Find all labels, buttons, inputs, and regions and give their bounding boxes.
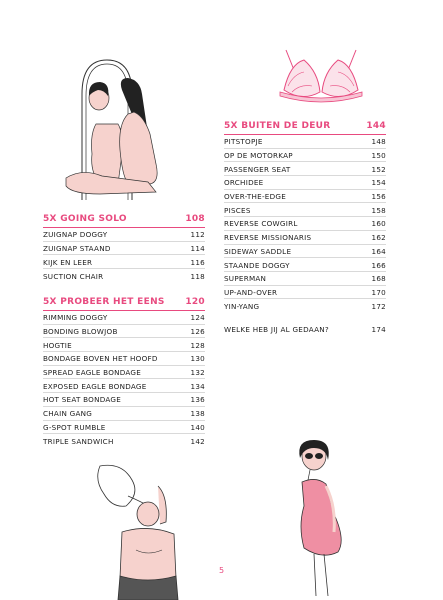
section-title: 5X PROBEER HET EENS: [43, 297, 165, 307]
entry-label: OP DE MOTORKAP: [224, 151, 293, 161]
entry-label: CHAIN GANG: [43, 409, 93, 419]
entry-page: 136: [190, 395, 205, 405]
entry-label: REVERSE COWGIRL: [224, 219, 298, 229]
entry-page: 166: [371, 260, 386, 270]
toc-entry[interactable]: [43, 366, 205, 380]
toc-entry[interactable]: [43, 311, 205, 325]
toc-entry[interactable]: [224, 272, 386, 286]
entry-page: 132: [190, 368, 205, 378]
section-page: 108: [185, 214, 205, 224]
entry-page: 114: [190, 244, 205, 254]
entry-page: 148: [371, 137, 386, 147]
toc-entry[interactable]: [43, 352, 205, 366]
entry-page: 112: [190, 230, 205, 240]
toc-entry[interactable]: [43, 269, 205, 283]
toc-entry[interactable]: [43, 338, 205, 352]
entry-label: HOGTIE: [43, 340, 72, 350]
toc-section-header[interactable]: [43, 214, 205, 228]
entry-label: SPREAD EAGLE BONDAGE: [43, 368, 142, 378]
toc-entry[interactable]: [224, 190, 386, 204]
entry-label: STAANDE DOGGY: [224, 260, 290, 270]
toc-entry[interactable]: [43, 228, 205, 242]
entry-page: 118: [190, 271, 205, 281]
toc-section-header[interactable]: [43, 297, 205, 311]
entry-label: PITSTOPJE: [224, 137, 263, 147]
toc-entry[interactable]: [224, 286, 386, 300]
toc-entry-welke-heb-jij[interactable]: [224, 325, 386, 334]
toc-section-going-solo: [43, 214, 205, 283]
entry-label: YIN-YANG: [224, 302, 260, 312]
woman-pink-dress-illustration: [286, 436, 356, 600]
toc-entry[interactable]: [43, 242, 205, 256]
mirror-couple-illustration: [52, 54, 172, 200]
toc-entry[interactable]: [224, 203, 386, 217]
toc-entry[interactable]: [224, 176, 386, 190]
entry-label: TRIPLE SANDWICH: [43, 437, 114, 447]
toc-entry[interactable]: [224, 217, 386, 231]
entry-label: RIMMING DOGGY: [43, 313, 108, 323]
entry-label: PISCES: [224, 205, 251, 215]
man-undressing-illustration: [82, 462, 192, 600]
entry-page: 164: [371, 246, 386, 256]
toc-entry[interactable]: [43, 393, 205, 407]
entry-page: 172: [371, 302, 386, 312]
entry-page: 170: [371, 287, 386, 297]
entry-page: 124: [190, 313, 205, 323]
toc-entry[interactable]: [224, 299, 386, 313]
entry-label: HOT SEAT BONDAGE: [43, 395, 122, 405]
toc-entry[interactable]: [224, 258, 386, 272]
toc-entry[interactable]: [43, 255, 205, 269]
entry-page: 150: [371, 151, 386, 161]
section-title: 5X GOING SOLO: [43, 214, 127, 224]
toc-section-buiten-de-deur: [224, 121, 386, 313]
toc-entry[interactable]: [43, 434, 205, 448]
section-title: 5X BUITEN DE DEUR: [224, 121, 331, 131]
entry-label: SIDEWAY SADDLE: [224, 246, 292, 256]
entry-page: 130: [190, 354, 205, 364]
toc-entry[interactable]: [224, 231, 386, 245]
section-page: 120: [185, 297, 205, 307]
entry-page: 116: [190, 257, 205, 267]
entry-label: UP-AND-OVER: [224, 287, 278, 297]
entry-label: WELKE HEB JIJ AL GEDAAN?: [224, 325, 329, 334]
toc-section-probeer-het-eens: [43, 297, 205, 448]
toc-entry[interactable]: [224, 162, 386, 176]
toc-section-header[interactable]: [224, 121, 386, 135]
entry-page: 142: [190, 437, 205, 447]
entry-page: 134: [190, 381, 205, 391]
entry-label: ZUIGNAP DOGGY: [43, 230, 108, 240]
entry-page: 154: [371, 178, 386, 188]
toc-entry[interactable]: [43, 379, 205, 393]
entry-label: ORCHIDEE: [224, 178, 264, 188]
entry-label: OVER-THE-EDGE: [224, 192, 286, 202]
toc-entry[interactable]: [43, 421, 205, 435]
page-number: 5: [218, 566, 225, 575]
entry-page: 158: [371, 205, 386, 215]
toc-entry[interactable]: [224, 149, 386, 163]
entry-label: EXPOSED EAGLE BONDAGE: [43, 381, 147, 391]
entry-label: BONDING BLOWJOB: [43, 327, 118, 337]
entry-label: SUPERMAN: [224, 274, 267, 284]
section-page: 144: [366, 121, 386, 131]
entry-label: KIJK EN LEER: [43, 257, 93, 267]
toc-entry[interactable]: [224, 245, 386, 259]
entry-label: PASSENGER SEAT: [224, 164, 291, 174]
entry-page: 128: [190, 340, 205, 350]
entry-label: BONDAGE BOVEN HET HOOFD: [43, 354, 158, 364]
toc-entry[interactable]: [43, 325, 205, 339]
entry-label: G-SPOT RUMBLE: [43, 422, 106, 432]
entry-page: 126: [190, 327, 205, 337]
entry-page: 168: [371, 274, 386, 284]
toc-entry[interactable]: [43, 407, 205, 421]
toc-entry[interactable]: [224, 135, 386, 149]
entry-page: 152: [371, 164, 386, 174]
entry-label: SUCTION CHAIR: [43, 271, 104, 281]
entry-label: ZUIGNAP STAAND: [43, 244, 111, 254]
entry-label: REVERSE MISSIONARIS: [224, 233, 312, 243]
entry-page: 162: [371, 233, 386, 243]
lingerie-illustration: [276, 46, 366, 104]
entry-page: 140: [190, 422, 205, 432]
entry-page: 160: [371, 219, 386, 229]
entry-page: 156: [371, 192, 386, 202]
entry-page: 174: [371, 325, 386, 334]
entry-page: 138: [190, 409, 205, 419]
